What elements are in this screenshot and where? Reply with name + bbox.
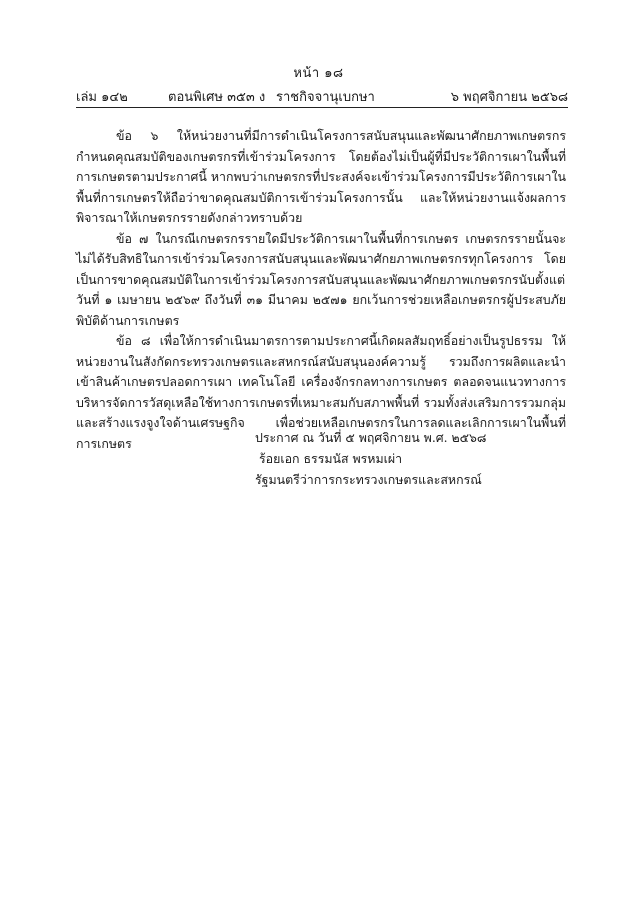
header-volume: เล่ม ๑๔๒ [76,90,128,105]
header-gazette-title: ราชกิจจานุเบกษา [276,90,375,105]
clause-8-paragraph: ข้อ ๘ เพื่อให้การดำเนินมาตรการตามประกาศนี้เกิดผลสัมฤทธิ์อย่างเป็นรูปธรรม ให้หน่วยงานในสังกัดกระทรวงเกษตรและสหกรณ์สนับสนุนองค์ความรู้ รวมถึงการผลิตและนำเข้าสินค้าเกษตรปลอดการเผา เทคโนโลยี เครื่องจักรกลทางการเกษตร ตลอดจนแนวทางการบริหารจัดการวัสดุเหลือใช้ทางการเกษตรที่เหมาะสมกับสภาพพื้นที่ รวมทั้งส่งเสริมการรวมกลุ่มและสร้างแรงจูงใจด้านเศรษฐกิจ เพื่อช่วยเหลือเกษตรกรในการลดและเลิกการเผาในพื้นที่การเกษตร [76,333,566,451]
document-body [76,126,566,454]
header-date: ๖ พฤศจิกายน ๒๕๖๘ [450,90,568,105]
page-number: หน้า ๑๘ [293,66,344,81]
announcement-date: ประกาศ ณ วันที่ ๕ พฤศจิกายน พ.ศ. ๒๕๖๘ [255,430,487,445]
signatory-position: รัฐมนตรีว่าการกระทรวงเกษตรและสหกรณ์ [255,472,482,487]
clause-6-paragraph: ข้อ ๖ ให้หน่วยงานที่มีการดำเนินโครงการสนับสนุนและพัฒนาศักยภาพเกษตรกรกำหนดคุณสมบัติของเกษตรกรที่เข้าร่วมโครงการ โดยต้องไม่เป็นผู้ที่มีประวัติการเผาในพื้นที่การเกษตรตามประกาศนี้ หากพบว่าเกษตรกรที่ประสงค์จะเข้าร่วมโครงการมีประวัติการเผาในพื้นที่การเกษตรให้ถือว่าขาดคุณสมบัติการเข้าร่วมโครงการนั้น และให้หน่วยงานแจ้งผลการพิจารณาให้เกษตรกรรายดังกล่าวทราบด้วย [76,128,566,225]
clause-7-paragraph: ข้อ ๗ ในกรณีเกษตรกรรายใดมีประวัติการเผาในพื้นที่การเกษตร เกษตรกรรายนั้นจะไม่ได้รับสิทธิในการเข้าร่วมโครงการสนับสนุนและพัฒนาศักยภาพเกษตรกรทุกโครงการ โดยเป็นการขาดคุณสมบัติในการเข้าร่วมโครงการสนับสนุนและพัฒนาศักยภาพเกษตรกรนับตั้งแต่วันที่ ๑ เมษายน ๒๕๖๙ ถึงวันที่ ๓๑ มีนาคม ๒๕๗๑ ยกเว้นการช่วยเหลือเกษตรกรผู้ประสบภัยพิบัติด้านการเกษตร [76,230,566,328]
signatory-name: ร้อยเอก ธรรมนัส พรหมเผ่า [259,451,403,466]
header-divider [76,107,568,108]
signature-block [255,427,486,490]
header-section: ตอนพิเศษ ๓๕๓ ง [168,90,266,105]
gazette-header [76,86,568,106]
